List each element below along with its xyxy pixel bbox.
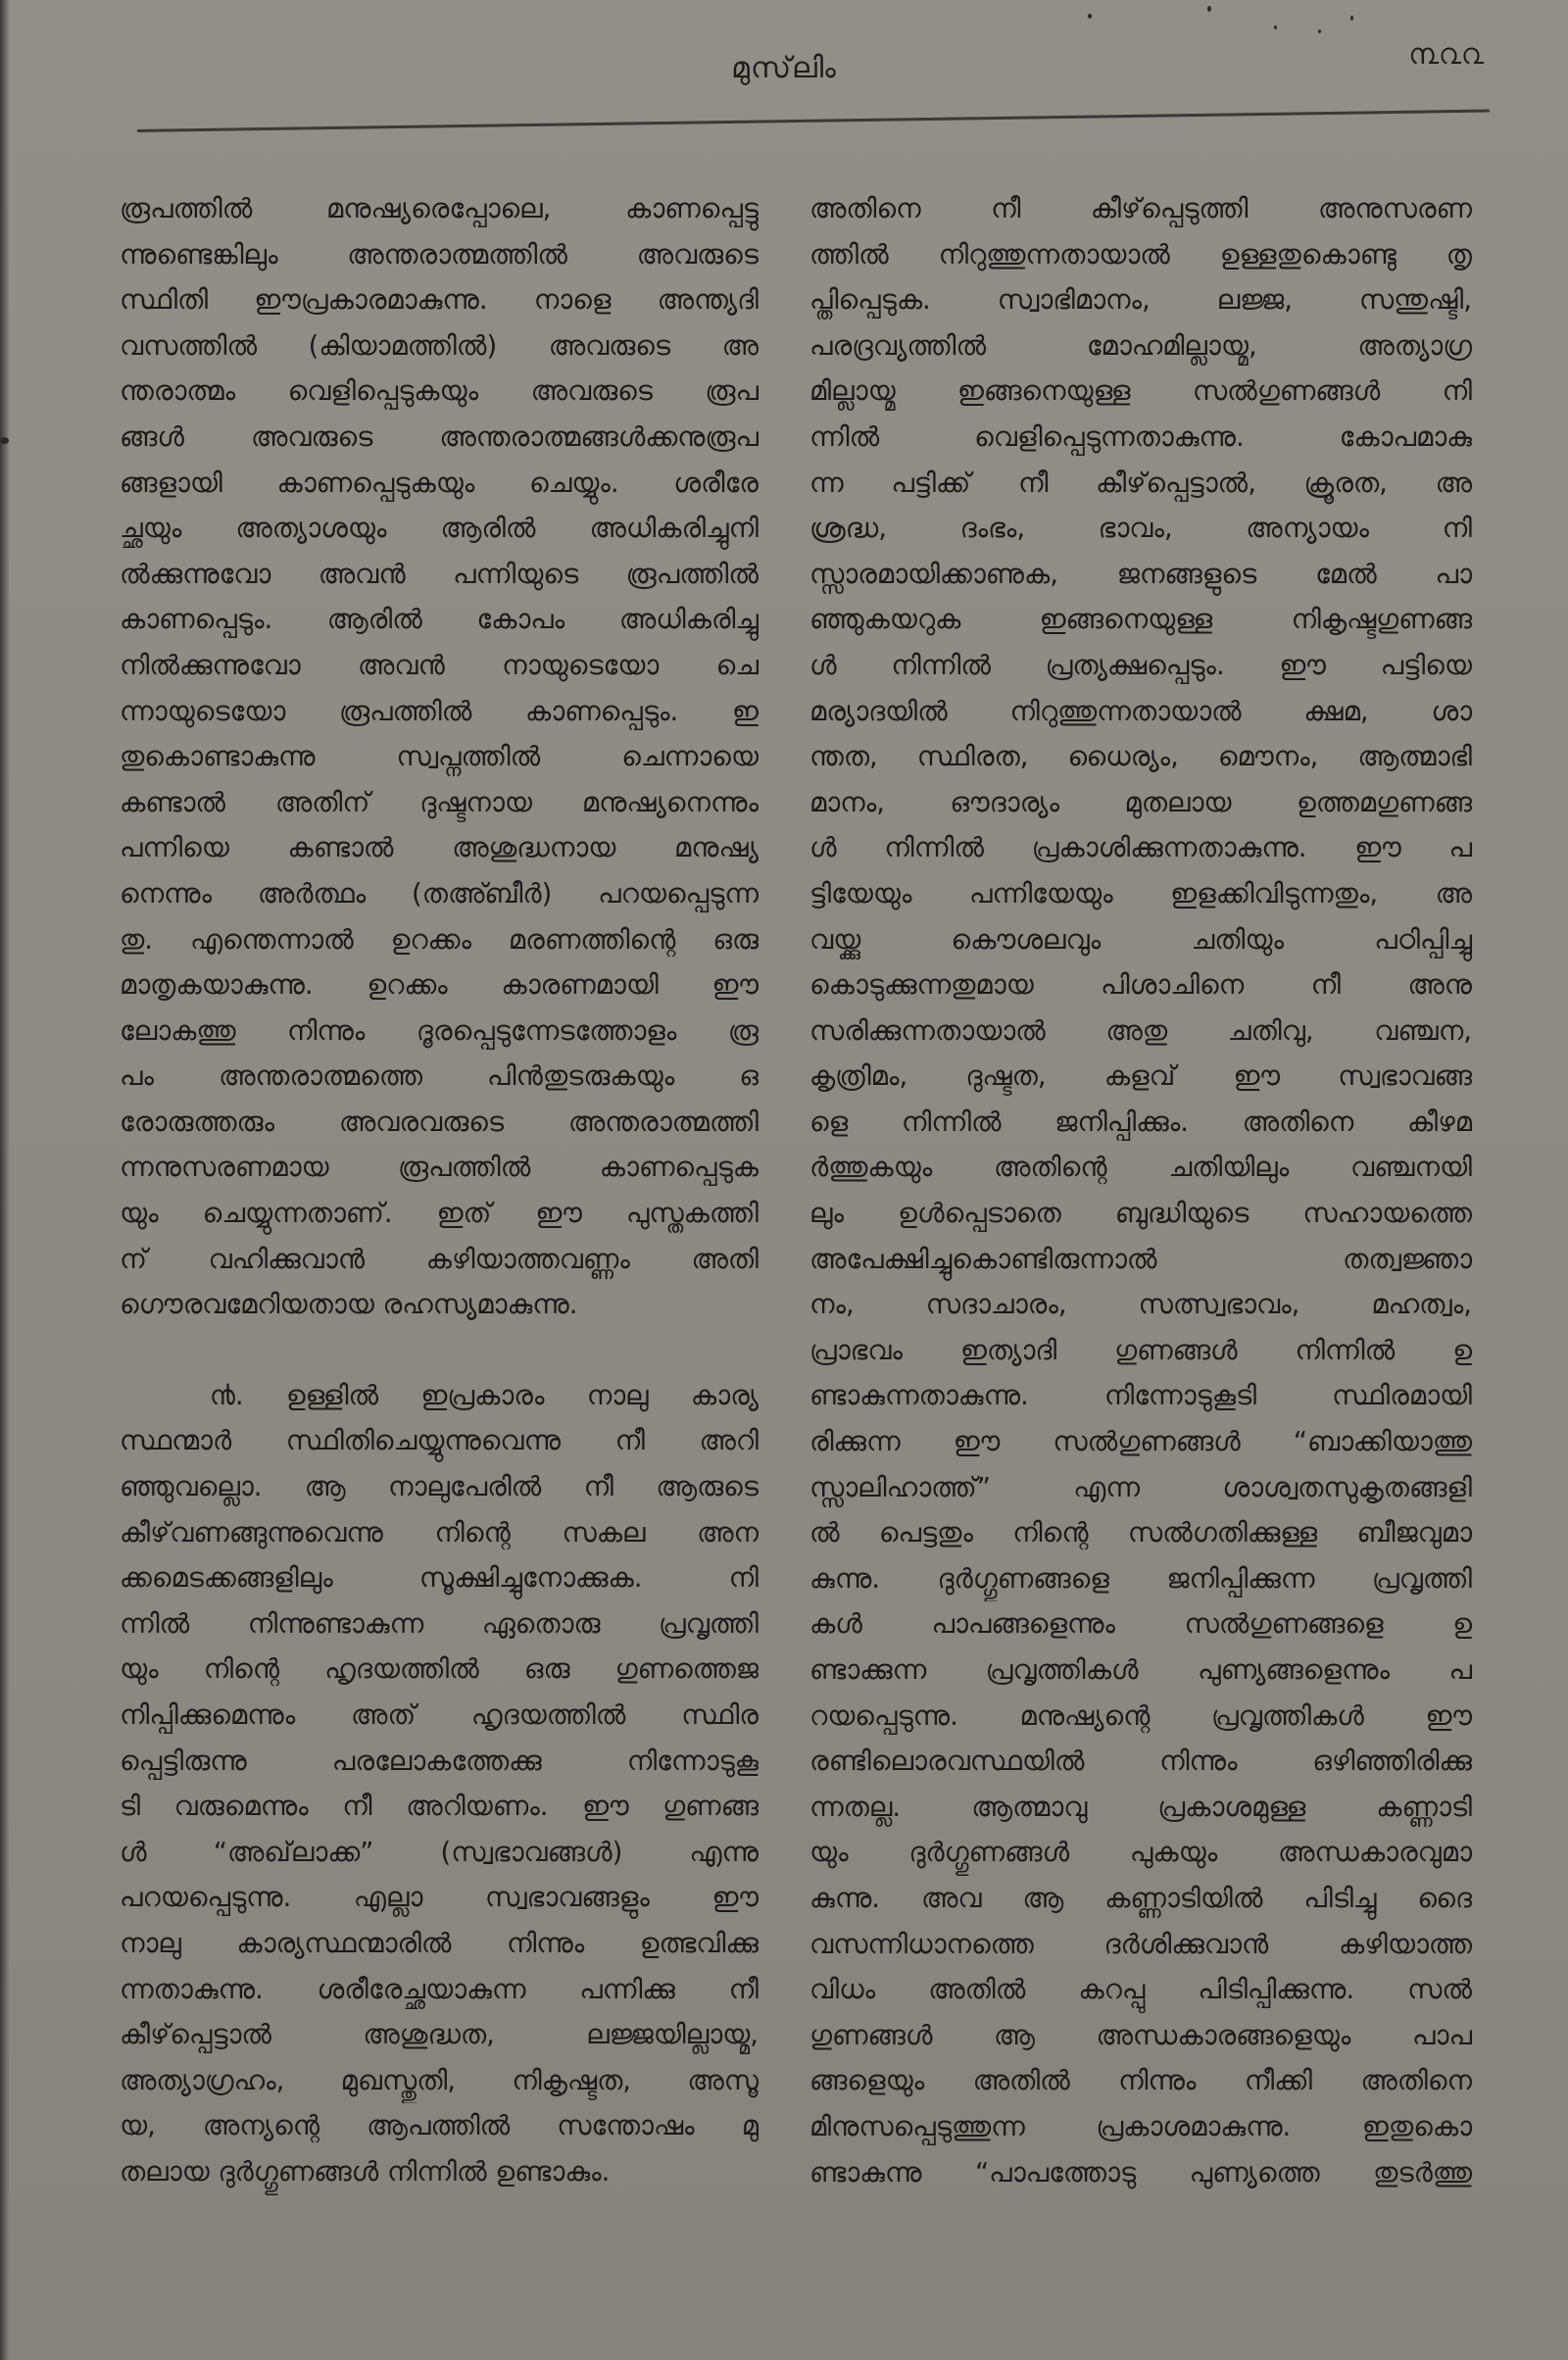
text-line: ടി വരുമെന്നും നീ അറിയണം. ഈ ഗുണങ്ങ bbox=[120, 1791, 759, 1823]
text-line: ട്ടിയേയും പന്നിയേയും ഇളക്കിവിടുന്നതും, അ bbox=[809, 877, 1472, 910]
text-line: പരദ്രവ്യത്തിൽ മോഹമില്ലായ്മ, അത്യാഗ്ര bbox=[809, 329, 1472, 362]
text-line: സ്സാലിഹാത്ത്” എന്ന ശാശ്വതസുകൃതങ്ങളി bbox=[809, 1471, 1472, 1503]
text-line: ളെ നിന്നിൽ ജനിപ്പിക്കും. അതിനെ കീഴമ bbox=[809, 1106, 1472, 1138]
text-line: ന്നതല്ല. ആത്മാവു പ്രകാശമുള്ള കണ്ണാടി bbox=[809, 1791, 1472, 1823]
text-line: മാതൃകയാകുന്നു. ഉറക്കം കാരണമായി ഈ bbox=[120, 969, 759, 1002]
text-line: ൾ “അഖ്‌ലാക്ക” (സ്വഭാവങ്ങൾ) എന്നു bbox=[120, 1836, 759, 1868]
print-speck bbox=[1207, 6, 1211, 12]
text-line: ന് വഹിക്കുവാൻ കഴിയാത്തവണ്ണം അതി bbox=[120, 1243, 759, 1275]
print-speck bbox=[1318, 29, 1321, 33]
text-line: ത്തിൽ നിറുത്തുന്നതായാൽ ഉള്ളതുകൊണ്ടു തൃ bbox=[809, 238, 1472, 270]
text-line: മര്യാദയിൽ നിറുത്തുന്നതായാൽ ക്ഷമ, ശാ bbox=[809, 695, 1472, 727]
text-line: പന്നിയെ കണ്ടാൽ അശുദ്ധനായ മനുഷ്യ bbox=[120, 832, 759, 864]
text-line: അപേക്ഷിച്ചുകൊണ്ടിരുന്നാൽ തത്വജ്ഞാ bbox=[809, 1243, 1472, 1275]
text-line: യും നിന്റെ ഹൃദയത്തിൽ ഒരു ഗുണത്തെജ bbox=[120, 1653, 759, 1686]
text-line: കൃത്രിമം, ദുഷ്ടത, കളവ് ഈ സ്വഭാവങ്ങ bbox=[809, 1060, 1472, 1093]
text-line: നിപ്പിക്കുമെന്നും അത് ഹൃദയത്തിൽ സ്ഥിര bbox=[120, 1699, 759, 1731]
text-line: ൽ പെട്ടതും നിന്റെ സൽഗതിക്കുള്ള ബീജവുമാ bbox=[809, 1517, 1472, 1549]
text-line: തു. എന്തെന്നാൽ ഉറക്കം മരണത്തിന്റെ ഒരു bbox=[120, 923, 759, 956]
text-line: പ്തിപ്പെടുക. സ്വാഭിമാനം, ലജ്ജ, സന്തുഷ്ടി, bbox=[809, 284, 1472, 317]
header-rule bbox=[137, 110, 1490, 132]
text-line: ഞ്ഞുവല്ലൊ. ആ നാലുപേരിൽ നീ ആരുടെ bbox=[120, 1471, 759, 1503]
text-line: രോരുത്തരും അവരവരുടെ അന്തരാത്മത്തി bbox=[120, 1106, 759, 1138]
text-line: കൾ പാപങ്ങളെന്നും സൽഗുണങ്ങളെ ഉ bbox=[809, 1608, 1472, 1641]
text-line: ൽക്കുന്നുവോ അവൻ പന്നിയുടെ രൂപത്തിൽ bbox=[120, 558, 759, 590]
page-binding-edge bbox=[0, 0, 10, 2360]
text-line: തലായ ദുർഗ്ഗുണങ്ങൾ നിന്നിൽ ഉണ്ടാകും. bbox=[120, 2155, 611, 2188]
text-line: സരിക്കുന്നതായാൽ അതു ചതിവു, വഞ്ചന, bbox=[809, 1014, 1472, 1047]
text-line: നെന്നും അർത്ഥം (തഅ്ബീർ) പറയപ്പെടുന്ന bbox=[120, 877, 759, 910]
text-line: വസത്തിൽ (കിയാമത്തിൽ) അവരുടെ അ bbox=[120, 329, 759, 362]
text-line: ണ്ടാകുന്നു “പാപത്തോടു പുണ്യത്തെ തുടർത്തു bbox=[809, 2156, 1472, 2188]
text-line: ന്നിൽ നിന്നുണ്ടാകുന്ന ഏതൊരു പ്രവൃത്തി bbox=[120, 1607, 759, 1640]
text-line: കണ്ടാൽ അതിന് ദുഷ്ടനായ മനുഷ്യനെന്നും bbox=[120, 786, 759, 818]
text-line: പം അന്തരാത്മത്തെ പിൻതുടരുകയും ഒ bbox=[120, 1060, 759, 1093]
text-line: സ്ഥിതി ഈപ്രകാരമാകുന്നു. നാളെ അന്ത്യദി bbox=[120, 284, 759, 317]
text-line: ങ്ങളെയും അതിൽ നിന്നും നീക്കി അതിനെ bbox=[809, 2065, 1472, 2097]
text-line: ങ്ങളായി കാണപ്പെടുകയും ചെയ്യും. ശരീരേ bbox=[120, 467, 759, 499]
paragraph bbox=[120, 1373, 759, 2195]
text-line: ൾ നിന്നിൽ പ്രത്യക്ഷപ്പെടും. ഈ പട്ടിയെ bbox=[809, 649, 1472, 681]
text-line: മാനം, ഔദാര്യം മുതലായ ഉത്തമഗുണങ്ങ bbox=[809, 786, 1472, 818]
text-line: ഞ്ഞുകയറുക ഇങ്ങനെയുള്ള നികൃഷ്ടഗുണങ്ങ bbox=[809, 604, 1472, 636]
text-line: യും ചെയ്യുന്നതാണ്. ഇത് ഈ പുസ്തകത്തി bbox=[120, 1198, 759, 1230]
text-line: നാലു കാര്യസ്ഥന്മാരിൽ നിന്നും ഉത്ഭവിക്കു bbox=[120, 1927, 759, 1959]
running-title: മുസ്‌ലിം bbox=[731, 51, 837, 85]
text-line: രിക്കുന്ന ഈ സൽഗുണങ്ങൾ “ബാക്കിയാത്തു bbox=[809, 1426, 1472, 1458]
text-line: ന്നതാകുന്നു. ശരീരേച്ഛയാകുന്ന പന്നിക്കു നീ bbox=[120, 1973, 759, 2005]
text-line: ന്ന പട്ടിക്ക് നീ കീഴ്‌പ്പെട്ടാൽ, ക്രൂരത, അ bbox=[809, 467, 1472, 499]
text-line: വയ്ക്കു കൌശലവും ചതിയും പഠിപ്പിച്ചു bbox=[809, 923, 1472, 956]
text-line: പ്രാഭവം ഇത്യാദി ഗുണങ്ങൾ നിന്നിൽ ഉ bbox=[809, 1334, 1472, 1366]
text-line: ങ്ങൾ അവരുടെ അന്തരാത്മങ്ങൾക്കനുരൂപ bbox=[120, 420, 759, 453]
text-line: ണ്ടാകുന്നതാകുന്നു. നിന്നോടുകൂടി സ്ഥിരമായി bbox=[809, 1380, 1472, 1412]
text-line: നിൽക്കുന്നുവോ അവൻ നായുടെയോ ചെ bbox=[120, 649, 759, 681]
text-line: തുകൊണ്ടാകുന്നു സ്വപ്നത്തിൽ ചെന്നായെ bbox=[120, 741, 759, 773]
text-line: പറയപ്പെടുന്നു. എല്ലാ സ്വഭാവങ്ങളും ഈ bbox=[120, 1882, 759, 1914]
text-line: യും ദുർഗ്ഗുണങ്ങൾ പുകയും അന്ധകാരവുമാ bbox=[809, 1837, 1472, 1869]
text-line: ഗുണങ്ങൾ ആ അന്ധകാരങ്ങളെയും പാപ bbox=[809, 2019, 1472, 2051]
text-line: ന്നനുസരണമായ രൂപത്തിൽ കാണപ്പെടുക bbox=[120, 1152, 759, 1184]
text-line: വിധം അതിൽ കറപ്പു പിടിപ്പിക്കുന്നു. സൽ bbox=[809, 1974, 1472, 2006]
text-line: കാണപ്പെടും. ആരിൽ കോപം അധികരിച്ചു bbox=[120, 604, 759, 636]
text-line: ച്ഛയും അത്യാശയും ആരിൽ അധികരിച്ചുനി bbox=[120, 513, 759, 545]
text-line: രണ്ടിലൊരവസ്ഥയിൽ നിന്നും ഒഴിഞ്ഞിരിക്കു bbox=[809, 1745, 1472, 1778]
text-line: പ്പെട്ടിരുന്നു പരലോകത്തേക്കു നിന്നോടുകൂ bbox=[120, 1745, 759, 1777]
text-line: ക്കമെടക്കങ്ങളിലും സൂക്ഷിച്ചുനോക്കുക. നി bbox=[120, 1562, 759, 1595]
text-line: അത്യാഗ്രഹം, മുഖസ്തുതി, നികൃഷ്ടത, അസൂ bbox=[120, 2064, 759, 2096]
right-text-column bbox=[809, 186, 1472, 2195]
left-text-column bbox=[120, 186, 759, 2195]
text-line: സ്സാരമായിക്കാണുക, ജനങ്ങളുടെ മേൽ പാ bbox=[809, 558, 1472, 590]
text-line: കൊടുക്കുന്നതുമായ പിശാചിനെ നീ അനു bbox=[809, 969, 1472, 1002]
text-line: മില്ലായ്മ ഇങ്ങനെയുള്ള സൽഗുണങ്ങൾ നി bbox=[809, 375, 1472, 408]
text-line: സ്ഥന്മാർ സ്ഥിതിചെയ്യുന്നുവെന്നു നീ അറി bbox=[120, 1425, 759, 1457]
text-line: ലും ഉൾപ്പെടാതെ ബുദ്ധിയുടെ സഹായത്തെ bbox=[809, 1198, 1472, 1230]
text-line: ശ്രദ്ധ, ദംഭം, ഭാവം, അന്യായം നി bbox=[809, 513, 1472, 545]
print-speck bbox=[1350, 16, 1353, 21]
text-line: നം, സദാചാരം, സത്സ്വഭാവം, മഹത്വം, bbox=[809, 1289, 1472, 1321]
text-line: ന്നായുടെയോ രൂപത്തിൽ കാണപ്പെടും. ഇ bbox=[120, 695, 759, 727]
text-line: ൯. ഉള്ളിൽ ഇപ്രകാരം നാലു കാര്യ bbox=[210, 1379, 759, 1411]
text-line: കീഴ്‌വണങ്ങുന്നുവെന്നു നിന്റെ സകല അന bbox=[120, 1516, 759, 1549]
text-line: ണ്ടാക്കുന്ന പ്രവൃത്തികൾ പുണ്യങ്ങളെന്നും പ bbox=[809, 1654, 1472, 1686]
text-line: ഗൌരവമേറിയതായ രഹസ്യമാകുന്നു. bbox=[120, 1289, 578, 1321]
paragraph bbox=[120, 186, 759, 1328]
text-line: ർത്തുകയും അതിന്റെ ചതിയിലും വഞ്ചനയി bbox=[809, 1152, 1472, 1184]
text-line: ന്തത, സ്ഥിരത, ധൈര്യം, മൌനം, ആത്മാഭി bbox=[809, 741, 1472, 773]
text-line: ന്നുണ്ടെങ്കിലും അന്തരാത്മത്തിൽ അവരുടെ bbox=[120, 238, 759, 270]
print-speck bbox=[1088, 14, 1092, 19]
text-line: അതിനെ നീ കീഴ്‌പ്പെടുത്തി അനുസരണ bbox=[809, 193, 1472, 224]
text-line: കുന്നു. അവ ആ കണ്ണാടിയിൽ പിടിച്ചു ദൈ bbox=[809, 1882, 1472, 1914]
text-line: യ, അന്യന്റെ ആപത്തിൽ സന്തോഷം മു bbox=[120, 2110, 759, 2142]
text-line: വസന്നിധാനത്തെ ദർശിക്കുവാൻ കഴിയാത്ത bbox=[809, 1928, 1472, 1960]
page-number: ൩൨൨ bbox=[1408, 37, 1484, 72]
print-speck bbox=[1274, 25, 1277, 29]
text-line: ന്നിൽ വെളിപ്പെടുന്നതാകുന്നു. കോപമാകു bbox=[809, 420, 1472, 453]
text-line: കുന്നു. ദുർഗ്ഗുണങ്ങളെ ജനിപ്പിക്കുന്ന പ്രവൃത്തി bbox=[809, 1562, 1472, 1595]
text-line: ന്തരാത്മം വെളിപ്പെടുകയും അവരുടെ രൂപ bbox=[120, 375, 759, 408]
text-line: രൂപത്തിൽ മനുഷ്യരെപ്പോലെ, കാണപ്പെട്ടു bbox=[120, 193, 759, 224]
print-speck bbox=[0, 437, 9, 444]
text-line: മിനുസപ്പെടുത്തുന്ന പ്രകാശമാകുന്നു. ഇതുകൊ bbox=[809, 2110, 1472, 2142]
text-line: ലോകത്തു നിന്നും ദൂരപ്പെടുന്നേടത്തോളം രൂ bbox=[120, 1014, 759, 1047]
text-line: കീഴ്‌പ്പെട്ടാൽ അശുദ്ധത, ലജ്ജയില്ലായ്മ, bbox=[120, 2019, 759, 2051]
text-line: ൾ നിന്നിൽ പ്രകാശിക്കുന്നതാകുന്നു. ഈ പ bbox=[809, 832, 1472, 864]
text-line: റയപ്പെടുന്നു. മനുഷ്യന്റെ പ്രവൃത്തികൾ ഈ bbox=[809, 1699, 1472, 1732]
paragraph-gap bbox=[120, 1328, 759, 1373]
